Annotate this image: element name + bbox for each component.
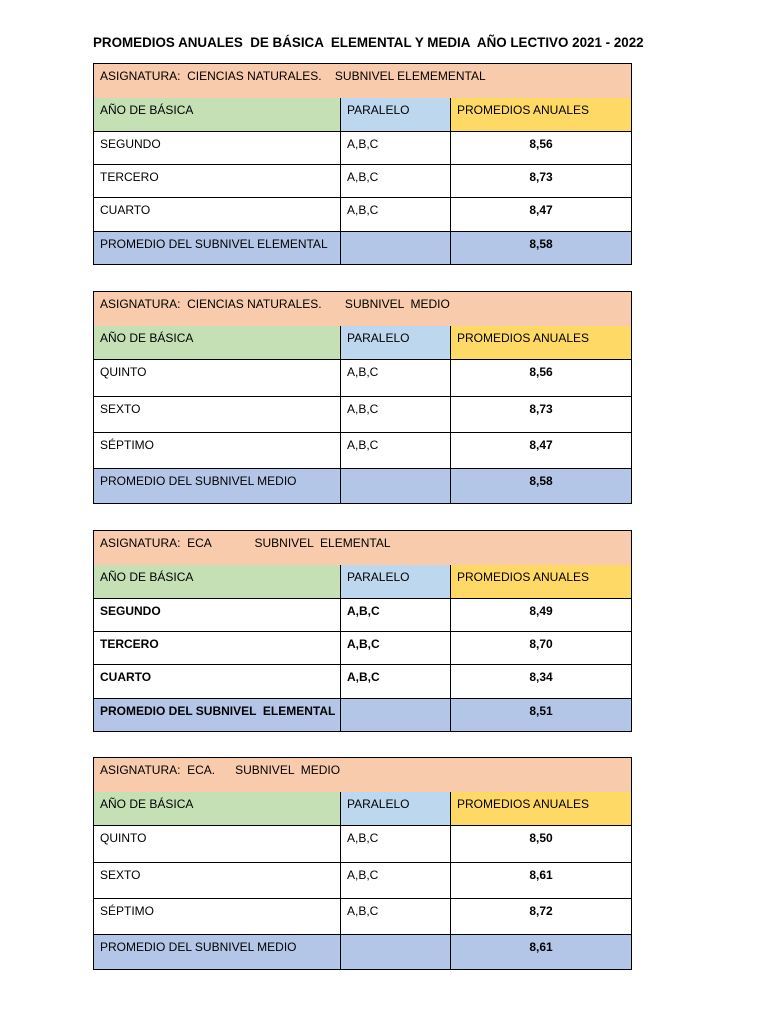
- parallel-cell: A,B,C: [340, 360, 450, 396]
- document-title: PROMEDIOS ANUALES DE BÁSICA ELEMENTAL Y MEDIA AÑO LECTIVO 2021 - 2022: [93, 35, 644, 50]
- subject-header: [94, 758, 631, 792]
- table-row: [94, 197, 631, 231]
- column-header-row: [94, 98, 631, 131]
- summary-row: [94, 698, 631, 731]
- grade-cell: TERCERO: [100, 170, 159, 184]
- summary-parallel-cell: [340, 699, 450, 731]
- parallel-cell: A,B,C: [340, 863, 450, 898]
- summary-row: [94, 934, 631, 969]
- table-row: [94, 396, 631, 432]
- summary-label: PROMEDIO DEL SUBNIVEL MEDIO: [94, 935, 340, 969]
- summary-row: [94, 231, 631, 264]
- average-cell: 8,56: [450, 132, 631, 164]
- parallel-column-header: PARALELO: [340, 326, 450, 359]
- average-cell: 8,56: [450, 360, 631, 396]
- column-header-row: [94, 792, 631, 825]
- grade-cell: SEGUNDO: [100, 137, 161, 151]
- subject-label: ASIGNATURA: ECA SUBNIVEL ELEMENTAL: [100, 536, 391, 550]
- average-cell: 8,73: [450, 397, 631, 432]
- grades-table: [93, 63, 632, 265]
- average-cell: 8,47: [450, 198, 631, 231]
- grade-column-header: AÑO DE BÁSICA: [94, 565, 340, 598]
- summary-label: PROMEDIO DEL SUBNIVEL MEDIO: [94, 469, 340, 503]
- parallel-cell: A,B,C: [340, 165, 450, 197]
- parallel-cell: A,B,C: [340, 599, 450, 631]
- average-cell: 8,70: [450, 632, 631, 664]
- grade-cell: QUINTO: [100, 365, 147, 379]
- summary-label: PROMEDIO DEL SUBNIVEL ELEMENTAL: [94, 232, 340, 264]
- grade-column-header: AÑO DE BÁSICA: [94, 792, 340, 825]
- table-row: [94, 862, 631, 898]
- summary-average: 8,61: [450, 935, 631, 969]
- subject-label: ASIGNATURA: CIENCIAS NATURALES. SUBNIVEL ELEMEMENTAL: [100, 69, 486, 83]
- subject-label: ASIGNATURA: ECA. SUBNIVEL MEDIO: [100, 763, 341, 777]
- subject-label: ASIGNATURA: CIENCIAS NATURALES. SUBNIVEL MEDIO: [100, 297, 450, 311]
- table-row: [94, 164, 631, 197]
- grade-cell: SÉPTIMO: [100, 438, 155, 452]
- parallel-column-header: PARALELO: [340, 792, 450, 825]
- grade-column-header: AÑO DE BÁSICA: [94, 98, 340, 131]
- subject-header: [94, 292, 631, 326]
- grade-cell: SEXTO: [100, 868, 141, 882]
- table-row: [94, 664, 631, 698]
- grade-cell: CUARTO: [100, 203, 151, 217]
- column-header-row: [94, 326, 631, 359]
- summary-average: 8,58: [450, 469, 631, 503]
- table-row: [94, 131, 631, 164]
- grade-cell: QUINTO: [100, 831, 147, 845]
- summary-parallel-cell: [340, 469, 450, 503]
- average-column-header: PROMEDIOS ANUALES: [450, 98, 631, 131]
- average-cell: 8,49: [450, 599, 631, 631]
- table-row: [94, 825, 631, 862]
- grades-table: [93, 291, 632, 504]
- column-header-row: [94, 565, 631, 598]
- average-cell: 8,50: [450, 826, 631, 862]
- average-column-header: PROMEDIOS ANUALES: [450, 326, 631, 359]
- summary-average: 8,51: [450, 699, 631, 731]
- parallel-cell: A,B,C: [340, 433, 450, 468]
- table-row: [94, 598, 631, 631]
- grade-cell: CUARTO: [100, 670, 152, 684]
- grade-cell: SEGUNDO: [100, 604, 161, 618]
- parallel-column-header: PARALELO: [340, 98, 450, 131]
- average-column-header: PROMEDIOS ANUALES: [450, 565, 631, 598]
- grade-cell: TERCERO: [100, 637, 159, 651]
- subject-header: [94, 64, 631, 98]
- parallel-column-header: PARALELO: [340, 565, 450, 598]
- subject-header: [94, 531, 631, 565]
- table-row: [94, 898, 631, 934]
- summary-parallel-cell: [340, 935, 450, 969]
- grades-table: [93, 530, 632, 732]
- summary-row: [94, 468, 631, 503]
- parallel-cell: A,B,C: [340, 198, 450, 231]
- average-cell: 8,73: [450, 165, 631, 197]
- grade-cell: SÉPTIMO: [100, 904, 155, 918]
- grade-cell: SEXTO: [100, 402, 141, 416]
- average-column-header: PROMEDIOS ANUALES: [450, 792, 631, 825]
- average-cell: 8,72: [450, 899, 631, 934]
- table-row: [94, 432, 631, 468]
- summary-parallel-cell: [340, 232, 450, 264]
- grades-table: [93, 757, 632, 970]
- table-row: [94, 631, 631, 664]
- parallel-cell: A,B,C: [340, 899, 450, 934]
- grade-column-header: AÑO DE BÁSICA: [94, 326, 340, 359]
- parallel-cell: A,B,C: [340, 132, 450, 164]
- average-cell: 8,61: [450, 863, 631, 898]
- parallel-cell: A,B,C: [340, 826, 450, 862]
- parallel-cell: A,B,C: [340, 665, 450, 698]
- average-cell: 8,47: [450, 433, 631, 468]
- summary-label: PROMEDIO DEL SUBNIVEL ELEMENTAL: [94, 699, 340, 731]
- table-row: [94, 359, 631, 396]
- summary-average: 8,58: [450, 232, 631, 264]
- parallel-cell: A,B,C: [340, 397, 450, 432]
- average-cell: 8,34: [450, 665, 631, 698]
- parallel-cell: A,B,C: [340, 632, 450, 664]
